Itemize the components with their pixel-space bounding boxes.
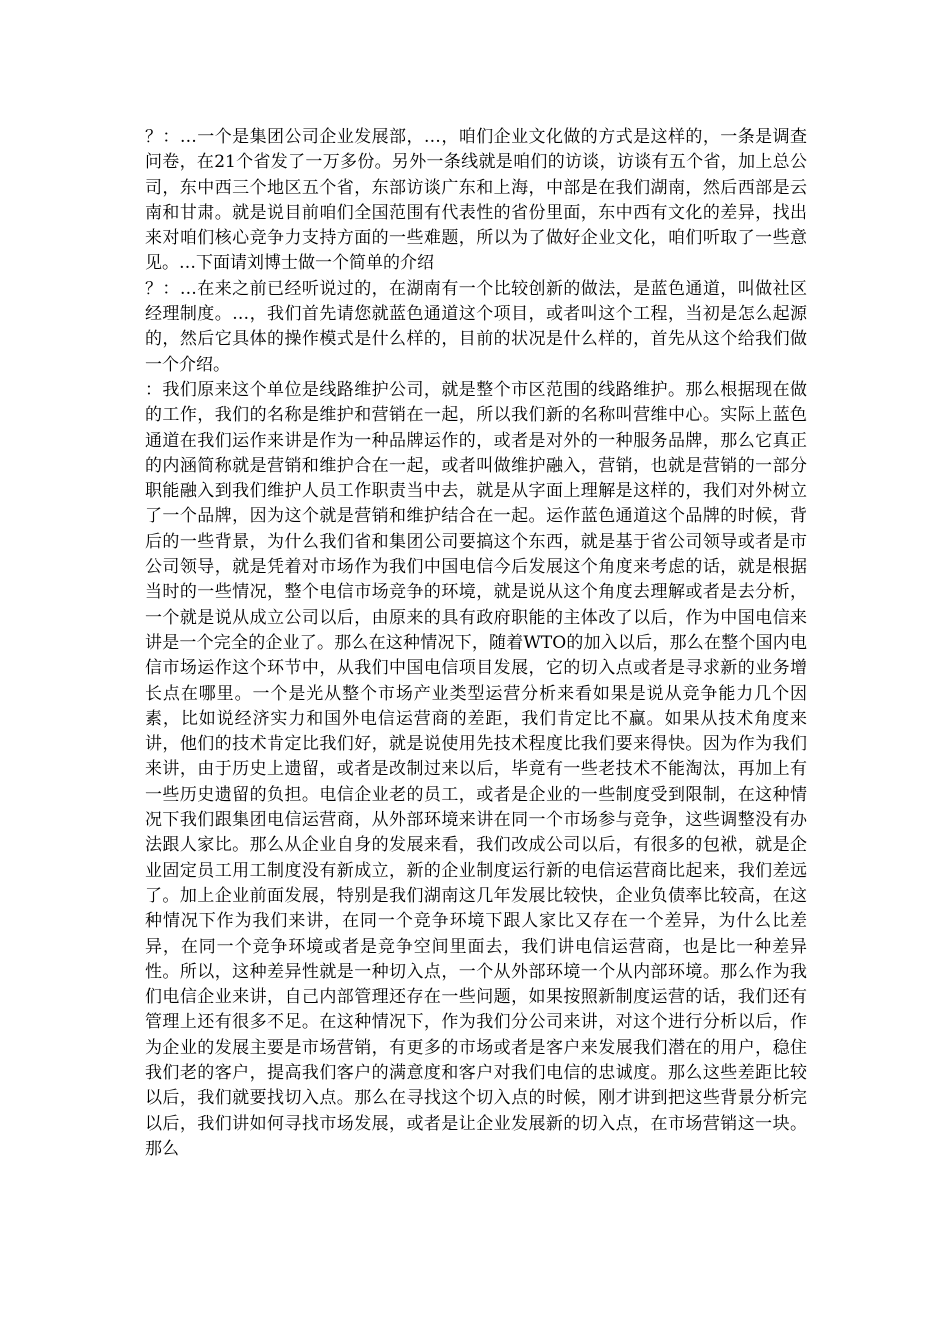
document-body [145, 125, 807, 1162]
paragraph-intro: ？：…一个是集团公司企业发展部，…，咱们企业文化做的方式是这样的，一条是调查问卷，在21个省发了一万多份。另外一条线就是咱们的访谈，访谈有五个省，加上总公司，东中西三个地区五个省，东部访谈广东和上海，中部是在我们湖南，然后西部是云南和甘肃。就是说目前咱们全国范围有代表性的省份里面，东中西有文化的差异，找出来对咱们核心竞争力支持方面的一些难题，所以为了做好企业文化，咱们听取了一些意见。…下面请刘博士做一个简单的介绍 [145, 127, 807, 274]
paragraph-question: ？：…在来之前已经听说过的，在湖南有一个比较创新的做法，是蓝色通道，叫做社区经理制度。…，我们首先请您就蓝色通道这个项目，或者叫这个工程，当初是怎么起源的，然后它具体的操作模式是什么样的，目前的状况是什么样的，首先从这个给我们做一个介绍。 [145, 278, 807, 375]
paragraph-answer: ：我们原来这个单位是线路维护公司，就是整个市区范围的线路维护。那么根据现在做的工作，我们的名称是维护和营销在一起，所以我们新的名称叫营维中心。实际上蓝色通道在我们运作来讲是作为一种品牌运作的，或者是对外的一种服务品牌，那么它真正的内涵简称就是营销和维护合在一起，或者叫做维护融入，营销，也就是营销的一部分职能融入到我们维护人员工作职责当中去，就是从字面上理解是这样的，我们对外树立了一个品牌，因为这个就是营销和维护结合在一起。运作蓝色通道这个品牌的时候，背后的一些背景，为什么我们省和集团公司要搞这个东西，就是基于省公司领导或者是市公司领导，就是凭着对市场作为我们中国电信今后发展这个角度来考虑的话，就是根据当时的一些情况，整个电信市场竞争的环境，就是说从这个角度去理解或者是去分析，一个就是说从成立公司以后，由原来的具有政府职能的主体改了以后，作为中国电信来讲是一个完全的企业了。那么在这种情况下，随着WTO的加入以后，那么在整个国内电信市场运作这个环节中，从我们中国电信项目发展，它的切入点或者是寻求新的业务增长点在哪里。一个是光从整个市场产业类型运营分析来看如果是说从竞争能力几个因素，比如说经济实力和国外电信运营商的差距，我们肯定比不赢。如果从技术角度来讲，他们的技术肯定比我们好，就是说使用先技术程度比我们要来得快。因为作为我们来讲，由于历史上遗留，或者是改制过来以后，毕竟有一些老技术不能淘汰，再加上有一些历史遗留的负担。电信企业老的员工，或者是企业的一些制度受到限制，在这种情况下我们跟集团电信运营商，从外部环境来讲在同一个市场参与竞争，这些调整没有办法跟人家比。那么从企业自身的发展来看，我们改成公司以后，有很多的包袱，就是企业固定员工用工制度没有新成立，新的企业制度运行新的电信运营商比起来，我们差远了。加上企业前面发展，特别是我们湖南这几年发展比较快，企业负债率比较高，在这种情况下作为我们来讲，在同一个竞争环境下跟人家比又存在一个差异，为什么比差异，在同一个竞争环境或者是竞争空间里面去，我们讲电信运营商，也是比一种差异性。所以，这种差异性就是一种切入点，一个从外部环境一个从内部环境。那么作为我们电信企业来讲，自己内部管理还存在一些问题，如果按照新制度运营的话，我们还有管理上还有很多不足。在这种情况下，作为我们分公司来讲，对这个进行分析以后，作为企业的发展主要是市场营销，有更多的市场或者是客户来发展我们潜在的用户，稳住我们老的客户，提高我们客户的满意度和客户对我们电信的忠诚度。那么这些差距比较以后，我们就要找切入点。那么在寻找这个切入点的时候，刚才讲到把这些背景分析完以后，我们讲如何寻找市场发展，或者是让企业发展新的切入点，在市场营销这一块。那么 [145, 379, 807, 1159]
